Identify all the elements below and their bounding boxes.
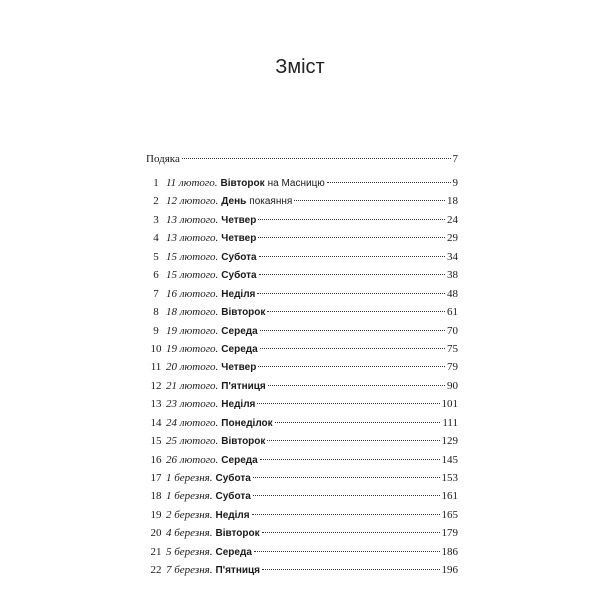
chapter-number: 22 [150,564,162,577]
chapter-date: 18 лютого. [166,306,219,319]
dot-leader [262,532,440,533]
chapter-day: Неділя [215,509,250,521]
toc-entry[interactable] [146,469,458,487]
chapter-date: 25 лютого. [166,435,219,448]
dot-leader [253,495,440,496]
toc-page-number: 18 [447,195,458,208]
dot-leader [268,385,445,386]
chapter-date: 1 березня. [166,490,213,503]
chapter-number: 20 [150,527,162,540]
chapter-day: Неділя [221,288,256,300]
toc-page-number: 145 [441,453,458,466]
dot-leader [294,200,445,201]
chapter-day: Вівторок [215,528,260,540]
toc-page-number: 48 [447,287,458,300]
toc-entries [146,174,458,580]
dot-leader [267,311,445,312]
toc-entry[interactable] [146,451,458,469]
chapter-day: День [221,196,247,208]
chapter-day: П'ятниця [221,380,266,392]
chapter-date: 19 лютого. [166,342,219,355]
toc-page-number: 165 [441,508,458,521]
toc-page-number: 79 [447,361,458,374]
chapter-number: 7 [153,287,159,300]
toc-page-number: 75 [447,342,458,355]
chapter-number: 11 [150,361,162,374]
chapter-day: Субота [215,473,251,484]
dot-leader [253,477,440,478]
chapter-day: Середа [221,343,258,355]
dot-leader [262,569,440,570]
toc-page-number: 24 [447,213,458,226]
toc-page-number: 161 [441,490,458,503]
toc-page-number: 196 [441,564,458,577]
chapter-date: 13 лютого. [166,232,219,245]
chapter-date: 4 березня. [166,527,213,540]
toc-entry[interactable] [146,192,458,210]
dot-leader [259,274,445,275]
chapter-date: 12 лютого. [166,195,219,208]
chapter-number: 8 [153,306,159,319]
chapter-day: Субота [215,491,251,503]
chapter-day: Субота [221,251,257,263]
toc-page-number: 7 [452,153,458,165]
chapter-number: 16 [150,453,162,466]
chapter-date: 7 березня. [166,564,213,577]
chapter-date: 15 лютого. [166,269,219,282]
toc-entry[interactable] [146,285,458,303]
chapter-day: Вівторок [221,436,266,448]
chapter-number: 14 [150,416,162,429]
chapter-number: 17 [150,472,162,484]
toc-page-number: 186 [441,545,458,558]
toc-page-number: 29 [447,232,458,245]
dot-leader [260,459,440,460]
toc-page-number: 34 [447,250,458,263]
chapter-number: 21 [150,545,162,558]
chapter-date: 15 лютого. [166,250,219,263]
dot-leader [257,293,445,294]
toc-page-number: 90 [447,379,458,392]
toc-entry[interactable] [146,266,458,284]
toc-entry[interactable] [146,248,458,266]
dot-leader [259,256,445,257]
chapter-day: Четвер [221,214,257,226]
chapter-day: Четвер [221,233,257,245]
toc-entry[interactable] [146,174,458,192]
chapter-date: 24 лютого. [166,416,219,429]
toc-page-number: 111 [442,416,458,429]
toc-entry[interactable] [146,303,458,321]
dot-leader [258,366,445,367]
dot-leader [254,551,440,552]
chapter-day: Понеділок [221,417,273,429]
dot-leader [252,514,440,515]
dot-leader [258,219,445,220]
chapter-date: 20 лютого. [166,361,219,374]
chapter-day-suffix: на Масницю [267,178,325,189]
chapter-day: Четвер [221,362,257,374]
toc-page-number: 38 [447,269,458,282]
chapter-number: 1 [153,177,159,189]
dot-leader [257,403,439,404]
chapter-day: Субота [221,270,257,282]
toc-entry[interactable] [146,543,458,561]
toc-entry[interactable] [146,432,458,450]
chapter-number: 9 [153,324,159,337]
toc-entry[interactable] [146,524,458,542]
toc-entry[interactable] [146,229,458,247]
toc-entry[interactable] [146,340,458,358]
chapter-number: 6 [153,269,159,282]
chapter-number: 12 [150,379,162,392]
chapter-number: 13 [150,398,162,411]
chapter-day: Вівторок [221,307,266,319]
chapter-day: Вівторок [220,178,265,189]
toc-page-number: 101 [441,398,458,411]
chapter-date: 13 лютого. [166,213,219,226]
chapter-number: 4 [153,232,159,245]
dot-leader [258,237,445,238]
toc-entry[interactable] [146,322,458,340]
chapter-date: 5 березня. [166,545,213,558]
toc-page-number: 9 [452,177,458,189]
chapter-day: П'ятниця [215,565,260,577]
toc-entry[interactable] [146,395,458,413]
chapter-number: 15 [150,435,162,448]
chapter-date: 2 березня. [166,508,213,521]
toc-entry[interactable] [146,358,458,376]
toc-page-number: 153 [441,472,458,484]
toc-entry[interactable] [146,487,458,505]
toc-entry-label: Подяка [146,153,180,165]
chapter-number: 2 [153,195,159,208]
chapter-day-suffix: покаяння [249,196,293,208]
toc-page-number: 179 [441,527,458,540]
toc-entry[interactable] [146,506,458,524]
chapter-date: 19 лютого. [166,324,219,337]
chapter-date: 16 лютого. [166,287,219,300]
chapter-date: 26 лютого. [166,453,219,466]
toc-page-number: 70 [447,324,458,337]
dot-leader [267,440,439,441]
table-of-contents [146,150,458,580]
dot-leader [260,348,445,349]
dot-leader [275,422,441,423]
toc-entry-acknowledgments[interactable] [146,150,458,174]
page-title: Зміст [275,56,325,78]
toc-entry[interactable] [146,211,458,229]
dot-leader [260,330,445,331]
chapter-number: 3 [153,213,159,226]
chapter-day: Середа [215,546,252,558]
toc-entry[interactable] [146,377,458,395]
chapter-date: 21 лютого. [166,379,219,392]
toc-page-number: 129 [441,435,458,448]
chapter-date: 1 березня. [166,472,213,484]
dot-leader [182,158,451,159]
toc-entry[interactable] [146,561,458,579]
chapter-number: 5 [153,250,159,263]
toc-entry[interactable] [146,414,458,432]
chapter-number: 10 [150,342,162,355]
chapter-day: Неділя [221,399,256,411]
chapter-day: Середа [221,325,258,337]
chapter-date: 23 лютого. [166,398,219,411]
chapter-number: 18 [150,490,162,503]
chapter-number: 19 [150,508,162,521]
dot-leader [327,182,451,183]
chapter-date: 11 лютого. [166,177,218,189]
toc-page-number: 61 [447,306,458,319]
chapter-day: Середа [221,454,258,466]
